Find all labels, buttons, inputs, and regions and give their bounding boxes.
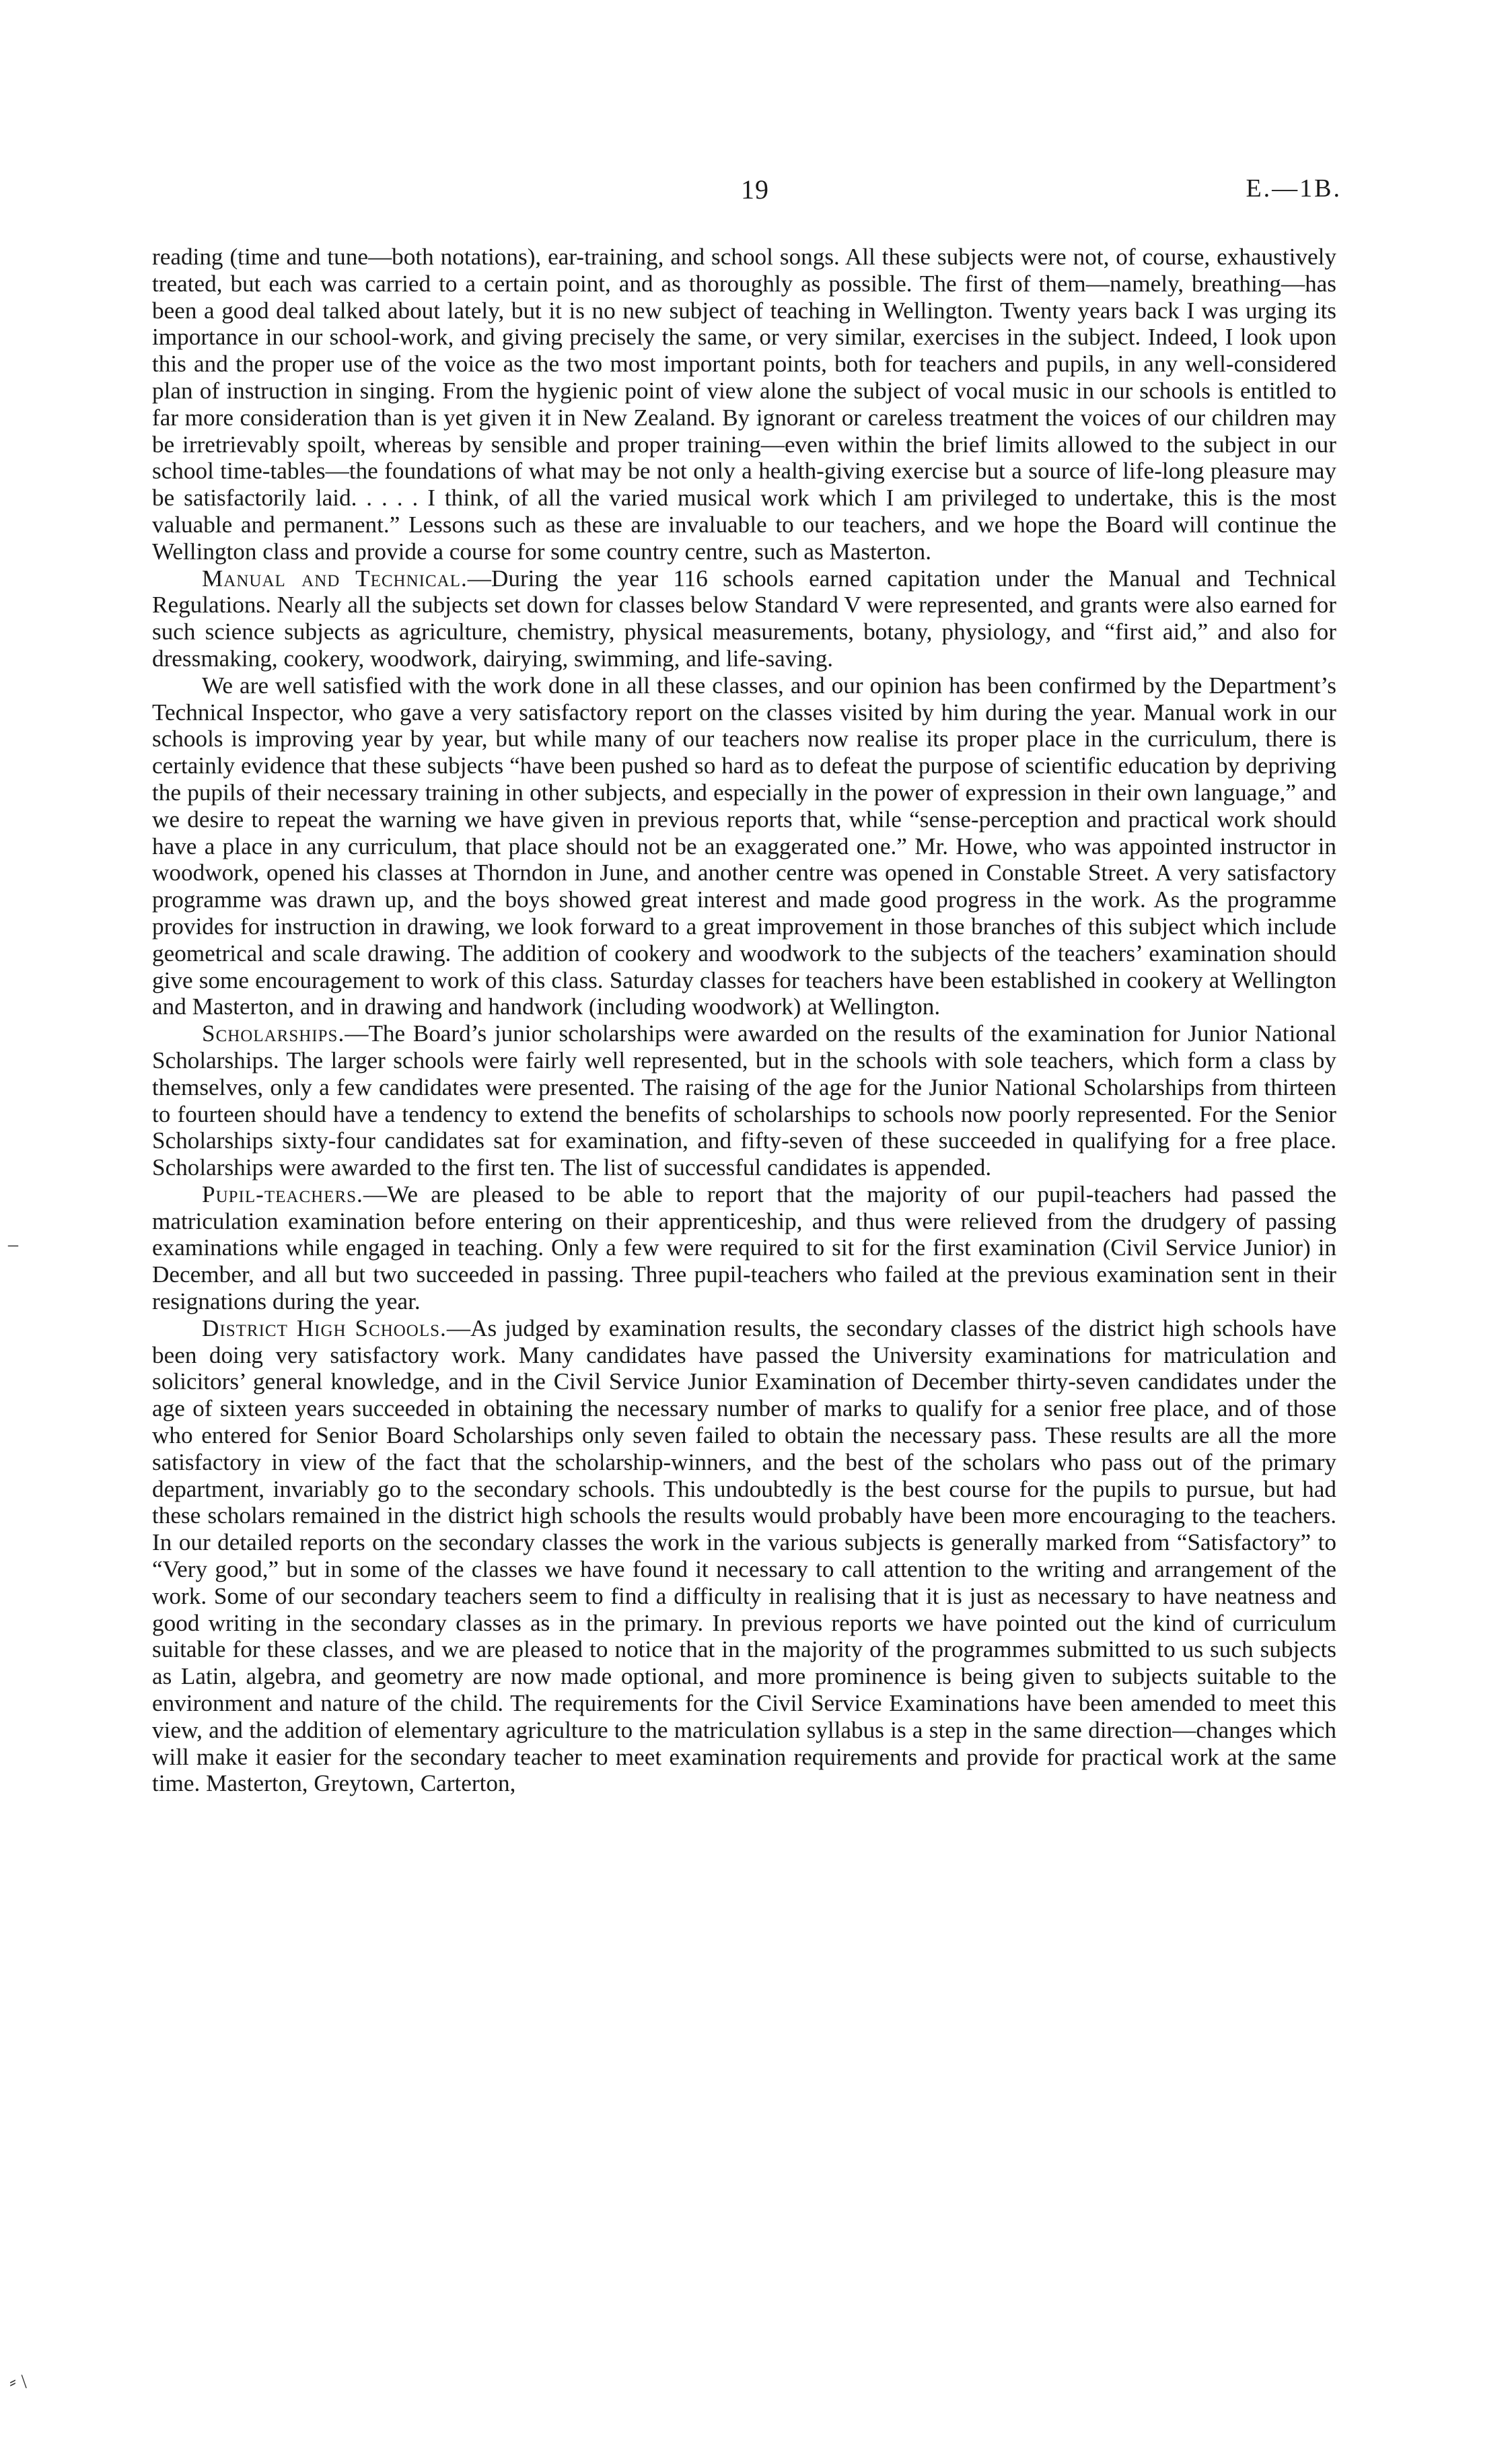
paragraph-scholarships bbox=[152, 1020, 1336, 1181]
page-reference: E.—1B. bbox=[1246, 174, 1342, 203]
paragraph-technical-inspector bbox=[152, 672, 1336, 1020]
paragraph-text: —The Board’s junior scholarships were awarded on the results of the examination for Junior National Scholarships. The larger schools were fairly well represented, but in the schools with sole teachers, which form a class by themselves, only a few candidates were presented. The raising of the age for the Junior National Scholarships from thirteen to fourteen should have a tendency to extend the benefits of scholarships to schools now poorly represented. For the Senior Scholarships sixty-four candidates sat for examination, and fifty-seven of these succeeded in qualifying for a free place. Scholarships were awarded to the first ten. The list of successful candidates is appended. bbox=[152, 1020, 1336, 1181]
paragraph-text: —We are pleased to be able to report that the majority of our pupil-teachers had passed the matriculation examination before entering on their apprenticeship, and thus were relieved from the drudgery of passing examinations while engaged in teaching. Only a few were required to sit for the first examination (Civil Service Junior) in December, and all but two succeeded in passing. Three pupil-teachers who failed at the previous examination sent in their resignations during the year. bbox=[152, 1181, 1336, 1315]
paragraph-text: —During the year 116 schools earned capitation under the Manual and Technical Regulations. Nearly all the subjects set down for classes below Standard V were represented, and grants were also earned for such science subjects as agriculture, chemistry, physical measurements, botany, physiology, and “first aid,” and also for dressmaking, cookery, woodwork, dairying, swimming, and life-saving. bbox=[152, 565, 1336, 672]
paragraph-manual-technical bbox=[152, 565, 1336, 672]
paragraph-text: —As judged by examination results, the secondary classes of the district high schools have been doing very satisfactory work. Many candidates have passed the University examinations for matriculation and solicitors’ general knowledge, and in the Civil Service Junior Examination of December thirty-seven candidates under the age of sixteen years succeeded in obtaining the necessary number of marks to qualify for a senior free place, and of those who entered for Senior Board Scholarships only seven failed to obtain the necessary pass. These results are all the more satisfactory in view of the fact that the scholarship-winners, and the best of the scholars who pass out of the primary department, invariably go to the secondary schools. This undoubtedly is the best course for the pupils to pursue, but had these scholars remained in the district high schools the results would probably have been more encouraging to the teachers. In our detailed reports on the secondary classes the work in the various subjects is generally marked from “Satisfactory” to “Very good,” but in some of the classes we have found it necessary to call attention to the writing and arrangement of the work. Some of our secondary teachers seem to find a difficulty in realising that it is just as necessary to have neatness and good writing in the secondary classes as in the primary. In previous reports we have pointed out the kind of curriculum suitable for these classes, and we are pleased to notice that in the majority of the programmes submitted to us such subjects as Latin, algebra, and geometry are now made optional, and more prominence is being given to subjects suitable to the environment and nature of the child. The requirements for the Civil Service Examinations have been amended to meet this view, and the addition of elementary agriculture to the matriculation syllabus is a step in the same direction—changes which will make it easier for the secondary teacher to meet examination requirements and provide for practical work at the same time. Masterton, Greytown, Carterton, bbox=[152, 1314, 1336, 1797]
section-heading: Pupil-teachers. bbox=[202, 1181, 363, 1207]
body-text bbox=[152, 244, 1336, 1797]
paragraph-continuation bbox=[152, 244, 1336, 565]
section-heading: Scholarships. bbox=[202, 1020, 345, 1047]
paragraph-pupil-teachers bbox=[152, 1181, 1336, 1315]
section-heading: District High Schools. bbox=[202, 1314, 447, 1341]
section-heading: Manual and Technical. bbox=[202, 565, 468, 592]
page-number: 19 bbox=[741, 174, 769, 205]
paragraph-text: reading (time and tune—both notations), ear-training, and school songs. All these subjects were not, of course, exhaustively treated, but each was carried to a certain point, and as thoroughly as possible. The first of them—namely, breathing—has been a good deal talked about lately, but it is no new subject of teaching in Wellington. Twenty years back I was urging its importance in our school-work, and giving precisely the same, or very similar, exercises in the subject. Indeed, I look upon this and the proper use of the voice as the two most important points, both for teachers and pupils, in any well-considered plan of instruction in singing. From the hygienic point of view alone the subject of vocal music in our schools is entitled to far more consideration than is yet given it in New Zealand. By ignorant or careless treatment the voices of our children may be irretrievably spoilt, whereas by sensible and proper training—even within the brief limits allowed to the subject in our school time-tables—the foundations of what may be not only a health-giving exercise but a source of life-long pleasure may be satisfactorily laid. . . . . I think, of all the varied musical work which I am privileged to undertake, this is the most valuable and permanent.” Lessons such as these are invaluable to our teachers, and we hope the Board will continue the Wellington class and provide a course for some country centre, such as Masterton. bbox=[152, 244, 1336, 565]
margin-mark-bottom-left: ⸗ \ bbox=[9, 2370, 27, 2393]
margin-mark-left: – bbox=[8, 1233, 18, 1255]
paragraph-district-high-schools bbox=[152, 1315, 1336, 1797]
paragraph-text: We are well satisfied with the work done in all these classes, and our opinion has been confirmed by the Department’s Technical Inspector, who gave a very satisfactory report on the classes visited by him during the year. Manual work in our schools is improving year by year, but while many of our teachers now realise its proper place in the curriculum, there is certainly evidence that these subjects “have been pushed so hard as to defeat the purpose of scientific education by depriving the pupils of their necessary training in other subjects, and especially in the power of expression in their own language,” and we desire to repeat the warning we have given in previous reports that, while “sense-perception and practical work should have a place in any curriculum, that place should not be an exaggerated one.” Mr. Howe, who was appointed instructor in woodwork, opened his classes at Thorndon in June, and another centre was opened in Constable Street. A very satisfactory programme was drawn up, and the boys showed great interest and made good progress in the work. As the programme provides for instruction in drawing, we look forward to a great improvement in those branches of this subject which include geometrical and scale drawing. The addition of cookery and woodwork to the subjects of the teachers’ examination should give some encouragement to work of this class. Saturday classes for teachers have been established in cookery at Wellington and Masterton, and in drawing and handwork (including woodwork) at Wellington. bbox=[152, 672, 1336, 1020]
